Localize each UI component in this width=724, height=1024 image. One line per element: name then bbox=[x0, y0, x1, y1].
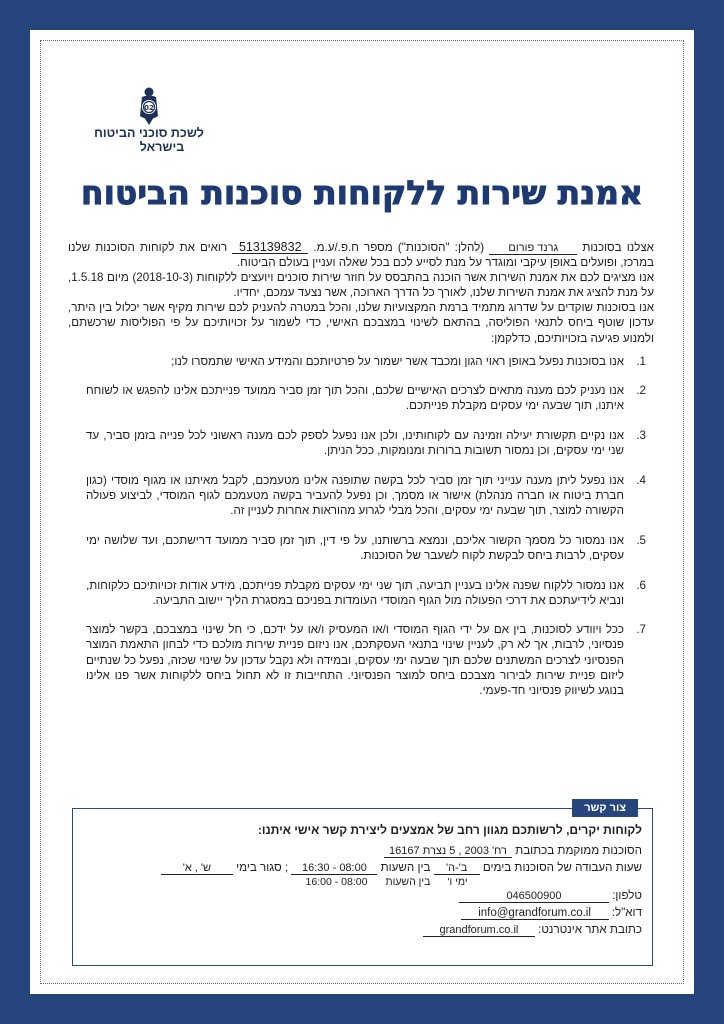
association-logo bbox=[90, 86, 208, 154]
between-label-2: בין השעות bbox=[385, 876, 431, 888]
list-item bbox=[68, 578, 654, 608]
list-item bbox=[68, 428, 654, 458]
logo-text-line-2: בישראל bbox=[139, 140, 185, 154]
item-text: אנו בסוכנות נפעל באופן ראוי הגון ומכבד אשר ישמור על פרטיותכם והמידע האישי שתמסרו לנו; bbox=[171, 354, 624, 368]
website-label: כתובת אתר אינטרנט: bbox=[538, 923, 642, 936]
hours-label: שעות העבודה של הסוכנות בימים bbox=[482, 861, 642, 874]
list-item bbox=[68, 354, 654, 369]
document-body bbox=[68, 240, 654, 712]
agency-name-field: גרנד פורום bbox=[489, 242, 577, 255]
between-group bbox=[380, 861, 431, 888]
list-item bbox=[68, 383, 654, 413]
item-number: 1. bbox=[636, 354, 646, 368]
hours-row bbox=[83, 861, 642, 889]
item-number: 4. bbox=[636, 473, 646, 487]
email-row bbox=[83, 906, 642, 923]
email-value: info@grandforum.co.il bbox=[461, 907, 609, 920]
working-days-weekday: ב'-ה' bbox=[434, 862, 480, 875]
list-item bbox=[68, 473, 654, 518]
document-title: אמנת שירות ללקוחות סוכנות הביטוח bbox=[80, 173, 644, 212]
item-text: אנו נמסור כל מסמך הקשור אליכם, ונמצא ברשותנו, על פי דין, תוך זמן סביר ממועד דרישתכם, ועד שלושה ימי עסקים, לרבות ביחס לבקשת לקוח לשעבר של הסוכנות. bbox=[86, 533, 624, 562]
intro-text-a: אצלנו בסוכנות bbox=[582, 241, 654, 254]
address-row bbox=[83, 844, 642, 861]
phone-value: 046500900 bbox=[459, 890, 609, 903]
address-label: הסוכנות ממוקמת בכתובת bbox=[515, 844, 642, 857]
intro-paragraph-2: אנו מציגים לכם את אמנת השירות אשר הוכנה בהתבסס על חוזר שירות סוכנים ויועצים ללקוחות (2018-10-3) מיום 1.5.18, על מנת להציג את אמנת השירות שלנו, לאורך כל הדרך הארוכה, אשר נצעד עמכם, יחדיו. bbox=[68, 271, 654, 300]
intro-paragraph-3: אנו בסוכנות שוקדים על שדרוג מתמיד ברמת המקצועיות שלנו, והכל במטרה להעניק לכם שירות מקיף אשר יכלול בין היתר, עדכון שוטף ביחס לתנאי הפוליסה, בהתאם לשינוי במצבכם האישי, כדי לשמור על זכויותיכם על פי הפוליסות שרכשתם, ולמנוע פגיעה בזכויותיכם, כדלקמן: bbox=[68, 301, 654, 345]
item-number: 2. bbox=[636, 384, 646, 398]
contact-headline: לקוחות יקרים, לרשותכם מגוון רחב של אמצעים ליצירת קשר אישי איתנו: bbox=[257, 823, 642, 837]
item-text: אנו נעניק לכם מענה מתאים לצרכים האישיים שלכם, והכל תוך זמן סביר ממועד פנייתכם אלינו להפגש או לשוחח איתנו, תוך שבעה ימי עסקים מקבלת פנייתכם. bbox=[86, 384, 624, 413]
working-hours-weekday: 08:00 - 16:30 bbox=[291, 862, 377, 875]
item-number: 5. bbox=[636, 533, 646, 547]
working-hours-friday: 08:00 - 16:00 bbox=[305, 876, 368, 888]
email-label: דוא"ל: bbox=[611, 906, 642, 919]
svg-text:02: 02 bbox=[144, 104, 154, 112]
phone-label: טלפון: bbox=[612, 889, 642, 902]
intro-text-c: רואים את לקוחות הסוכנות שלנו במרכז, ופועלים באופן עיקבי ומוגדר על מנת לסייע לכם בכל שאלה ועניין בעולם הביטוח. bbox=[68, 241, 654, 270]
item-text: אנו נפעל ליתן מענה ענייני תוך זמן סביר לכל בקשה שתופנה אלינו מטעמכם, לקבל מאיתנו או מגוף מוסדי (כגון חברת ביטוח או חברה מנהלת) אישור או מסמך, וכן נפעל להעביר בקשה מטעמכם לגוף המוסדי, לביצוע פעולה הקשורה למוצר, תוך שבעה ימי עסקים, והכל מבלי לגרוע מהוראות אחרות לעניין זה. bbox=[86, 473, 624, 518]
contact-tab-label: צור קשר bbox=[572, 799, 638, 817]
closed-days-value: ש' , א' bbox=[161, 862, 233, 875]
logo-emblem-icon bbox=[134, 86, 164, 126]
intro-text-b: (להלן: "הסוכנות") מספר ח.פ./ע.מ. bbox=[313, 241, 485, 254]
address-value: רח' 2003 , 5 נצרת 16167 bbox=[384, 845, 512, 858]
closed-label: ; סגור בימי bbox=[236, 861, 289, 874]
website-row bbox=[83, 923, 642, 940]
contact-body bbox=[83, 823, 642, 940]
item-number: 3. bbox=[636, 429, 646, 443]
working-days-friday: ימי ו' bbox=[447, 876, 468, 888]
phone-row bbox=[83, 889, 642, 906]
item-number: 6. bbox=[636, 578, 646, 592]
document-sheet bbox=[30, 30, 694, 994]
item-text: אנו נמסור ללקוח שפנה אלינו בעניין תביעה, תוך שני ימי עסקים מקבלת פנייתכם, מידע אודות זכויותיכם כלקוחות, ונביא לידיעתכם את דרכי הפעולה מול הגוף המוסדי העומדות בפניכם במסגרת הליך יישוב התביעה. bbox=[86, 578, 624, 607]
intro-paragraph-1 bbox=[68, 240, 654, 270]
days-group bbox=[434, 861, 480, 888]
website-value: grandforum.co.il bbox=[423, 924, 535, 937]
contact-box bbox=[72, 802, 653, 966]
company-number-field: 513139832 bbox=[232, 241, 308, 254]
list-item bbox=[68, 533, 654, 563]
item-text: ככל ויוודע לסוכנות, בין אם על ידי הגוף המוסדי ו/או המעסיק ו/או על ידכם, כי חל שינוי במצבכם, בקשר למוצר פנסיוני, לרבות, אך לא רק, לעניין שינוי בתנאי העסקתכם, אנו ניזום פניית שירות מולכם כדי לבחון התאמת המוצר הפנסיוני לצרכים המשתנים שלכם תוך שבעה ימי עסקים, ובמידה ולא נקבל עדכון על שינוי שכזה, נפעל כל שנתיים ליזום פניית שירות לבירור מצבכם ביחס למוצר הפנסיוני. התחייבות זו לא תחול ביחס ללקוחות אשר פנו אלינו בנוגע לשיווק פנסיוני חד-פעמי. bbox=[86, 623, 624, 697]
list-item bbox=[68, 622, 654, 697]
item-number: 7. bbox=[636, 623, 646, 637]
between-label-1: בין השעות bbox=[380, 861, 431, 874]
logo-text-line-1: לשכת סוכני הביטוח bbox=[94, 126, 204, 140]
commitments-list bbox=[68, 354, 654, 698]
item-text: אנו נקיים תקשורת יעילה וזמינה עם לקוחותינו, ולכן אנו נפעל לספק לכם מענה ראשוני לכל פנייה בזמן סביר, עד שני ימי עסקים, וכן נמסור תשובות ברורות ומנומקות, ככל הניתן. bbox=[86, 429, 624, 458]
hours-group bbox=[291, 861, 377, 888]
